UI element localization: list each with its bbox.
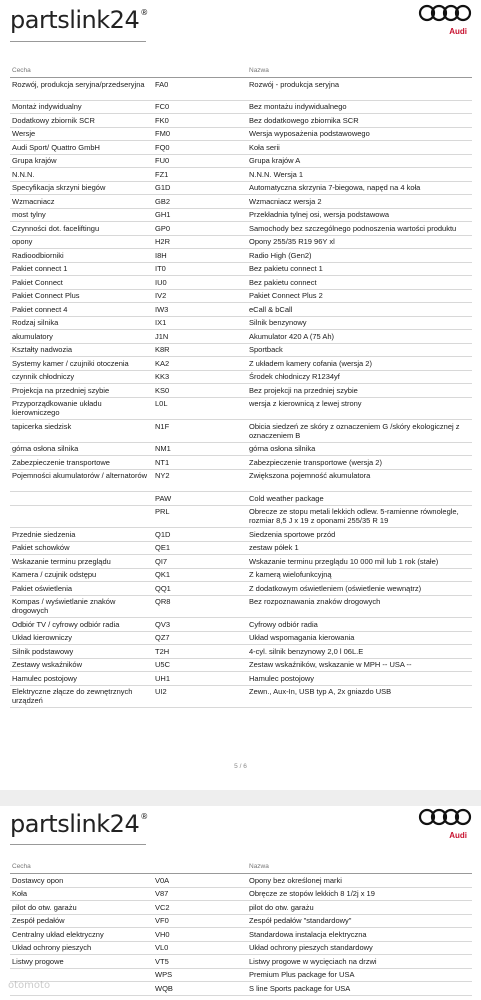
table-row bbox=[10, 541, 472, 555]
table-header-row bbox=[10, 860, 472, 874]
equipment-table bbox=[10, 860, 472, 996]
cell-code: IT0 bbox=[153, 262, 247, 276]
cell-feature: górna osłona silnika bbox=[10, 442, 153, 456]
cell-feature: Układ kierowniczy bbox=[10, 631, 153, 645]
cell-name: Bez pakietu connect 1 bbox=[247, 262, 472, 276]
table-row bbox=[10, 658, 472, 672]
audi-logo bbox=[417, 808, 473, 840]
cell-feature: pilot do otw. garażu bbox=[10, 901, 153, 915]
cell-code: L0L bbox=[153, 397, 247, 420]
logo-underline bbox=[10, 41, 146, 42]
cell-name: Opony bez określonej marki bbox=[247, 874, 472, 888]
cell-code: G1D bbox=[153, 181, 247, 195]
equipment-table bbox=[10, 64, 472, 708]
audi-label: Audi bbox=[449, 27, 467, 36]
cell-feature: Audi Sport/ Quattro GmbH bbox=[10, 141, 153, 155]
table-row bbox=[10, 168, 472, 182]
table-row bbox=[10, 420, 472, 443]
cell-feature: Układ ochrony pieszych bbox=[10, 941, 153, 955]
cell-name: Obicia siedzeń ze skóry z oznaczeniem G /skóry ekologicznej z oznaczeniem B bbox=[247, 420, 472, 443]
table-row bbox=[10, 235, 472, 249]
table-row bbox=[10, 141, 472, 155]
cell-feature: Grupa krajów bbox=[10, 154, 153, 168]
table-row bbox=[10, 582, 472, 596]
cell-feature: Pakiet Connect Plus bbox=[10, 289, 153, 303]
table-row bbox=[10, 505, 472, 528]
table-row bbox=[10, 914, 472, 928]
partslink24-logo: partslink24® bbox=[10, 6, 148, 34]
page-separator bbox=[0, 790, 481, 806]
cell-code: KS0 bbox=[153, 384, 247, 398]
table-row bbox=[10, 492, 472, 506]
cell-name: Hamulec postojowy bbox=[247, 672, 472, 686]
cell-code: QR8 bbox=[153, 595, 247, 618]
cell-name: Bez dodatkowego zbiornika SCR bbox=[247, 114, 472, 128]
table-row bbox=[10, 384, 472, 398]
cell-name: Listwy progowe w wycięciach na drzwi bbox=[247, 955, 472, 969]
table-row bbox=[10, 887, 472, 901]
table-row bbox=[10, 631, 472, 645]
cell-code: VC2 bbox=[153, 901, 247, 915]
table-header-row bbox=[10, 64, 472, 78]
cell-feature: Pojemności akumulatorów / alternatorów bbox=[10, 469, 153, 492]
cell-feature: Dostawcy opon bbox=[10, 874, 153, 888]
cell-name: Bez rozpoznawania znaków drogowych bbox=[247, 595, 472, 618]
table-row bbox=[10, 208, 472, 222]
cell-feature: Wzmacniacz bbox=[10, 195, 153, 209]
cell-code: VH0 bbox=[153, 928, 247, 942]
cell-name: Obręcze ze stopów lekkich 8 1/2j x 19 bbox=[247, 887, 472, 901]
cell-name: Pakiet Connect Plus 2 bbox=[247, 289, 472, 303]
cell-code: NT1 bbox=[153, 456, 247, 470]
cell-code: IV2 bbox=[153, 289, 247, 303]
cell-code: IX1 bbox=[153, 316, 247, 330]
cell-feature: Rozwój, produkcja seryjna/przedseryjna bbox=[10, 78, 153, 101]
cell-name: Akumulator 420 A (75 Ah) bbox=[247, 330, 472, 344]
cell-feature: N.N.N. bbox=[10, 168, 153, 182]
header-name: Nazwa bbox=[247, 860, 472, 874]
cell-name: Radio High (Gen2) bbox=[247, 249, 472, 263]
table-row bbox=[10, 941, 472, 955]
cell-code: FC0 bbox=[153, 100, 247, 114]
cell-name: Zestaw wskaźników, wskazanie w MPH -- USA -- bbox=[247, 658, 472, 672]
cell-name: Grupa krajów A bbox=[247, 154, 472, 168]
cell-code: GB2 bbox=[153, 195, 247, 209]
cell-feature: Zestawy wskaźników bbox=[10, 658, 153, 672]
cell-feature bbox=[10, 505, 153, 528]
cell-name: Koła serii bbox=[247, 141, 472, 155]
table-row bbox=[10, 672, 472, 686]
table-row bbox=[10, 276, 472, 290]
table-row bbox=[10, 595, 472, 618]
cell-feature: Centralny układ elektryczny bbox=[10, 928, 153, 942]
cell-code: GP0 bbox=[153, 222, 247, 236]
cell-feature: tapicerka siedzisk bbox=[10, 420, 153, 443]
table-row bbox=[10, 262, 472, 276]
cell-code: QI7 bbox=[153, 555, 247, 569]
cell-name: eCall & bCall bbox=[247, 303, 472, 317]
cell-name: Wzmacniacz wersja 2 bbox=[247, 195, 472, 209]
cell-feature: Przyporządkowanie układu kierowniczego bbox=[10, 397, 153, 420]
header-code bbox=[153, 64, 247, 78]
table-row bbox=[10, 370, 472, 384]
cell-name: Opony 255/35 R19 96Y xl bbox=[247, 235, 472, 249]
table-row bbox=[10, 901, 472, 915]
cell-code: FQ0 bbox=[153, 141, 247, 155]
cell-feature: Przednie siedzenia bbox=[10, 528, 153, 542]
cell-feature: Kamera / czujnik odstępu bbox=[10, 568, 153, 582]
table-row bbox=[10, 100, 472, 114]
cell-name: Obrecze ze stopu metali lekkich odlew. 5-ramienne równolegle, rozmiar 8,5 J x 19 z oponami 255/35 R 19 bbox=[247, 505, 472, 528]
cell-name: Układ wspomagania kierowania bbox=[247, 631, 472, 645]
cell-name: Zwiększona pojemność akumulatora bbox=[247, 469, 472, 492]
table-row bbox=[10, 568, 472, 582]
table-row bbox=[10, 195, 472, 209]
cell-name: Bez projekcji na przedniej szybie bbox=[247, 384, 472, 398]
cell-feature: Wskazanie terminu przeglądu bbox=[10, 555, 153, 569]
table-row bbox=[10, 397, 472, 420]
cell-name: Zespół pedałów "standardowy" bbox=[247, 914, 472, 928]
cell-feature: Elektryczne złącze do zewnętrznych urządzeń bbox=[10, 685, 153, 708]
cell-name: zestaw półek 1 bbox=[247, 541, 472, 555]
table-row bbox=[10, 78, 472, 101]
table-row bbox=[10, 469, 472, 492]
table-row bbox=[10, 316, 472, 330]
cell-name: Z dodatkowym oświetleniem (oświetlenie wewnątrz) bbox=[247, 582, 472, 596]
logo-underline bbox=[10, 844, 146, 845]
cell-code: FK0 bbox=[153, 114, 247, 128]
cell-feature: Systemy kamer / czujniki otoczenia bbox=[10, 357, 153, 371]
cell-name: Wersja wyposażenia podstawowego bbox=[247, 127, 472, 141]
cell-name: Wskazanie terminu przeglądu 10 000 mil lub 1 rok (stałe) bbox=[247, 555, 472, 569]
cell-code: QK1 bbox=[153, 568, 247, 582]
table-row bbox=[10, 330, 472, 344]
cell-name: Środek chłodniczy R1234yf bbox=[247, 370, 472, 384]
page-number: 5 / 6 bbox=[234, 763, 247, 770]
cell-code: IW3 bbox=[153, 303, 247, 317]
cell-name: górna osłona silnika bbox=[247, 442, 472, 456]
table-row bbox=[10, 343, 472, 357]
cell-code: NM1 bbox=[153, 442, 247, 456]
watermark: otomoto bbox=[8, 980, 51, 991]
cell-feature: Zabezpieczenie transportowe bbox=[10, 456, 153, 470]
table-row bbox=[10, 618, 472, 632]
cell-feature: Listwy progowe bbox=[10, 955, 153, 969]
cell-code: FM0 bbox=[153, 127, 247, 141]
cell-code: J1N bbox=[153, 330, 247, 344]
cell-feature: Silnik podstawowy bbox=[10, 645, 153, 659]
table-row bbox=[10, 955, 472, 969]
cell-code: U5C bbox=[153, 658, 247, 672]
audi-label: Audi bbox=[449, 831, 467, 840]
cell-feature: Pakiet connect 1 bbox=[10, 262, 153, 276]
cell-name: Siedzenia sportowe przód bbox=[247, 528, 472, 542]
cell-name: Układ ochrony pieszych standardowy bbox=[247, 941, 472, 955]
cell-name: S line Sports package for USA bbox=[247, 982, 472, 996]
cell-feature: opony bbox=[10, 235, 153, 249]
table-row bbox=[10, 555, 472, 569]
cell-name: wersja z kierownicą z lewej strony bbox=[247, 397, 472, 420]
cell-feature: Radioodbiorniki bbox=[10, 249, 153, 263]
cell-code: FU0 bbox=[153, 154, 247, 168]
cell-code: FA0 bbox=[153, 78, 247, 101]
cell-name: Standardowa instalacja elektryczna bbox=[247, 928, 472, 942]
table-row bbox=[10, 303, 472, 317]
cell-name: Z kamerą wielofunkcyjną bbox=[247, 568, 472, 582]
cell-code: N1F bbox=[153, 420, 247, 443]
cell-feature: Specyfikacja skrzyni biegów bbox=[10, 181, 153, 195]
table-row bbox=[10, 127, 472, 141]
cell-code: WPS bbox=[153, 968, 247, 982]
cell-code: I8H bbox=[153, 249, 247, 263]
header-name: Nazwa bbox=[247, 64, 472, 78]
cell-code: IU0 bbox=[153, 276, 247, 290]
cell-code: WQB bbox=[153, 982, 247, 996]
cell-feature: Pakiet oświetlenia bbox=[10, 582, 153, 596]
table-row bbox=[10, 874, 472, 888]
cell-name: Rozwój - produkcja seryjna bbox=[247, 78, 472, 101]
cell-name: Z układem kamery cofania (wersja 2) bbox=[247, 357, 472, 371]
cell-code: PAW bbox=[153, 492, 247, 506]
table-row bbox=[10, 982, 472, 996]
cell-code: GH1 bbox=[153, 208, 247, 222]
cell-name: Automatyczna skrzynia 7-biegowa, napęd na 4 koła bbox=[247, 181, 472, 195]
cell-name: Bez pakietu connect bbox=[247, 276, 472, 290]
table-row bbox=[10, 249, 472, 263]
table-row bbox=[10, 685, 472, 708]
cell-name: N.N.N. Wersja 1 bbox=[247, 168, 472, 182]
cell-name: Przekładnia tylnej osi, wersja podstawowa bbox=[247, 208, 472, 222]
table-row bbox=[10, 456, 472, 470]
document-page-6 bbox=[0, 806, 481, 1000]
cell-code: NY2 bbox=[153, 469, 247, 492]
table-row bbox=[10, 645, 472, 659]
cell-feature bbox=[10, 492, 153, 506]
cell-code: VL0 bbox=[153, 941, 247, 955]
cell-name: Cyfrowy odbiór radia bbox=[247, 618, 472, 632]
cell-feature: Wersje bbox=[10, 127, 153, 141]
cell-code: K8R bbox=[153, 343, 247, 357]
cell-code: FZ1 bbox=[153, 168, 247, 182]
cell-name: Samochody bez szczególnego podnoszenia wartości produktu bbox=[247, 222, 472, 236]
cell-feature: Kompas / wyświetlanie znaków drogowych bbox=[10, 595, 153, 618]
cell-name: Premium Plus package for USA bbox=[247, 968, 472, 982]
cell-code: V0A bbox=[153, 874, 247, 888]
cell-code: QV3 bbox=[153, 618, 247, 632]
audi-rings-icon bbox=[418, 4, 472, 22]
cell-feature: Hamulec postojowy bbox=[10, 672, 153, 686]
partslink24-logo: partslink24® bbox=[10, 810, 148, 838]
header-feature: Cecha bbox=[10, 860, 153, 874]
cell-code: UH1 bbox=[153, 672, 247, 686]
cell-code: VF0 bbox=[153, 914, 247, 928]
cell-code: VT5 bbox=[153, 955, 247, 969]
header-feature: Cecha bbox=[10, 64, 153, 78]
table-row bbox=[10, 181, 472, 195]
cell-code: H2R bbox=[153, 235, 247, 249]
cell-feature: Pakiet schowków bbox=[10, 541, 153, 555]
cell-feature: Rodzaj silnika bbox=[10, 316, 153, 330]
table-row bbox=[10, 357, 472, 371]
cell-name: pilot do otw. garażu bbox=[247, 901, 472, 915]
table-row bbox=[10, 928, 472, 942]
cell-code: KA2 bbox=[153, 357, 247, 371]
audi-rings-icon bbox=[418, 808, 472, 826]
cell-code: T2H bbox=[153, 645, 247, 659]
table-row bbox=[10, 289, 472, 303]
cell-code: V87 bbox=[153, 887, 247, 901]
cell-feature: Pakiet Connect bbox=[10, 276, 153, 290]
cell-name: Cold weather package bbox=[247, 492, 472, 506]
cell-name: Zabezpieczenie transportowe (wersja 2) bbox=[247, 456, 472, 470]
cell-feature: most tylny bbox=[10, 208, 153, 222]
table-row bbox=[10, 154, 472, 168]
cell-code: UI2 bbox=[153, 685, 247, 708]
cell-feature: Projekcja na przedniej szybie bbox=[10, 384, 153, 398]
table-row bbox=[10, 114, 472, 128]
cell-code: PRL bbox=[153, 505, 247, 528]
table-row bbox=[10, 442, 472, 456]
cell-code: KK3 bbox=[153, 370, 247, 384]
table-row bbox=[10, 222, 472, 236]
cell-feature: Dodatkowy zbiornik SCR bbox=[10, 114, 153, 128]
cell-feature: Kształty nadwozia bbox=[10, 343, 153, 357]
table-row bbox=[10, 968, 472, 982]
table-row bbox=[10, 528, 472, 542]
cell-code: QQ1 bbox=[153, 582, 247, 596]
cell-feature: Czynności dot. faceliftingu bbox=[10, 222, 153, 236]
cell-feature: Odbiór TV / cyfrowy odbiór radia bbox=[10, 618, 153, 632]
cell-name: Sportback bbox=[247, 343, 472, 357]
cell-code: Q1D bbox=[153, 528, 247, 542]
audi-logo bbox=[417, 4, 473, 36]
cell-name: Silnik benzynowy bbox=[247, 316, 472, 330]
cell-feature: akumulatory bbox=[10, 330, 153, 344]
cell-feature: Koła bbox=[10, 887, 153, 901]
cell-name: Bez montażu indywidualnego bbox=[247, 100, 472, 114]
cell-code: QZ7 bbox=[153, 631, 247, 645]
cell-feature: Zespół pedałów bbox=[10, 914, 153, 928]
cell-feature: Pakiet connect 4 bbox=[10, 303, 153, 317]
cell-name: Zewn., Aux-In, USB typ A, 2x gniazdo USB bbox=[247, 685, 472, 708]
cell-code: QE1 bbox=[153, 541, 247, 555]
cell-feature: Montaż indywidualny bbox=[10, 100, 153, 114]
cell-feature: czynnik chłodniczy bbox=[10, 370, 153, 384]
header-code bbox=[153, 860, 247, 874]
cell-name: 4-cyl. silnik benzynowy 2,0 l 06L.E bbox=[247, 645, 472, 659]
